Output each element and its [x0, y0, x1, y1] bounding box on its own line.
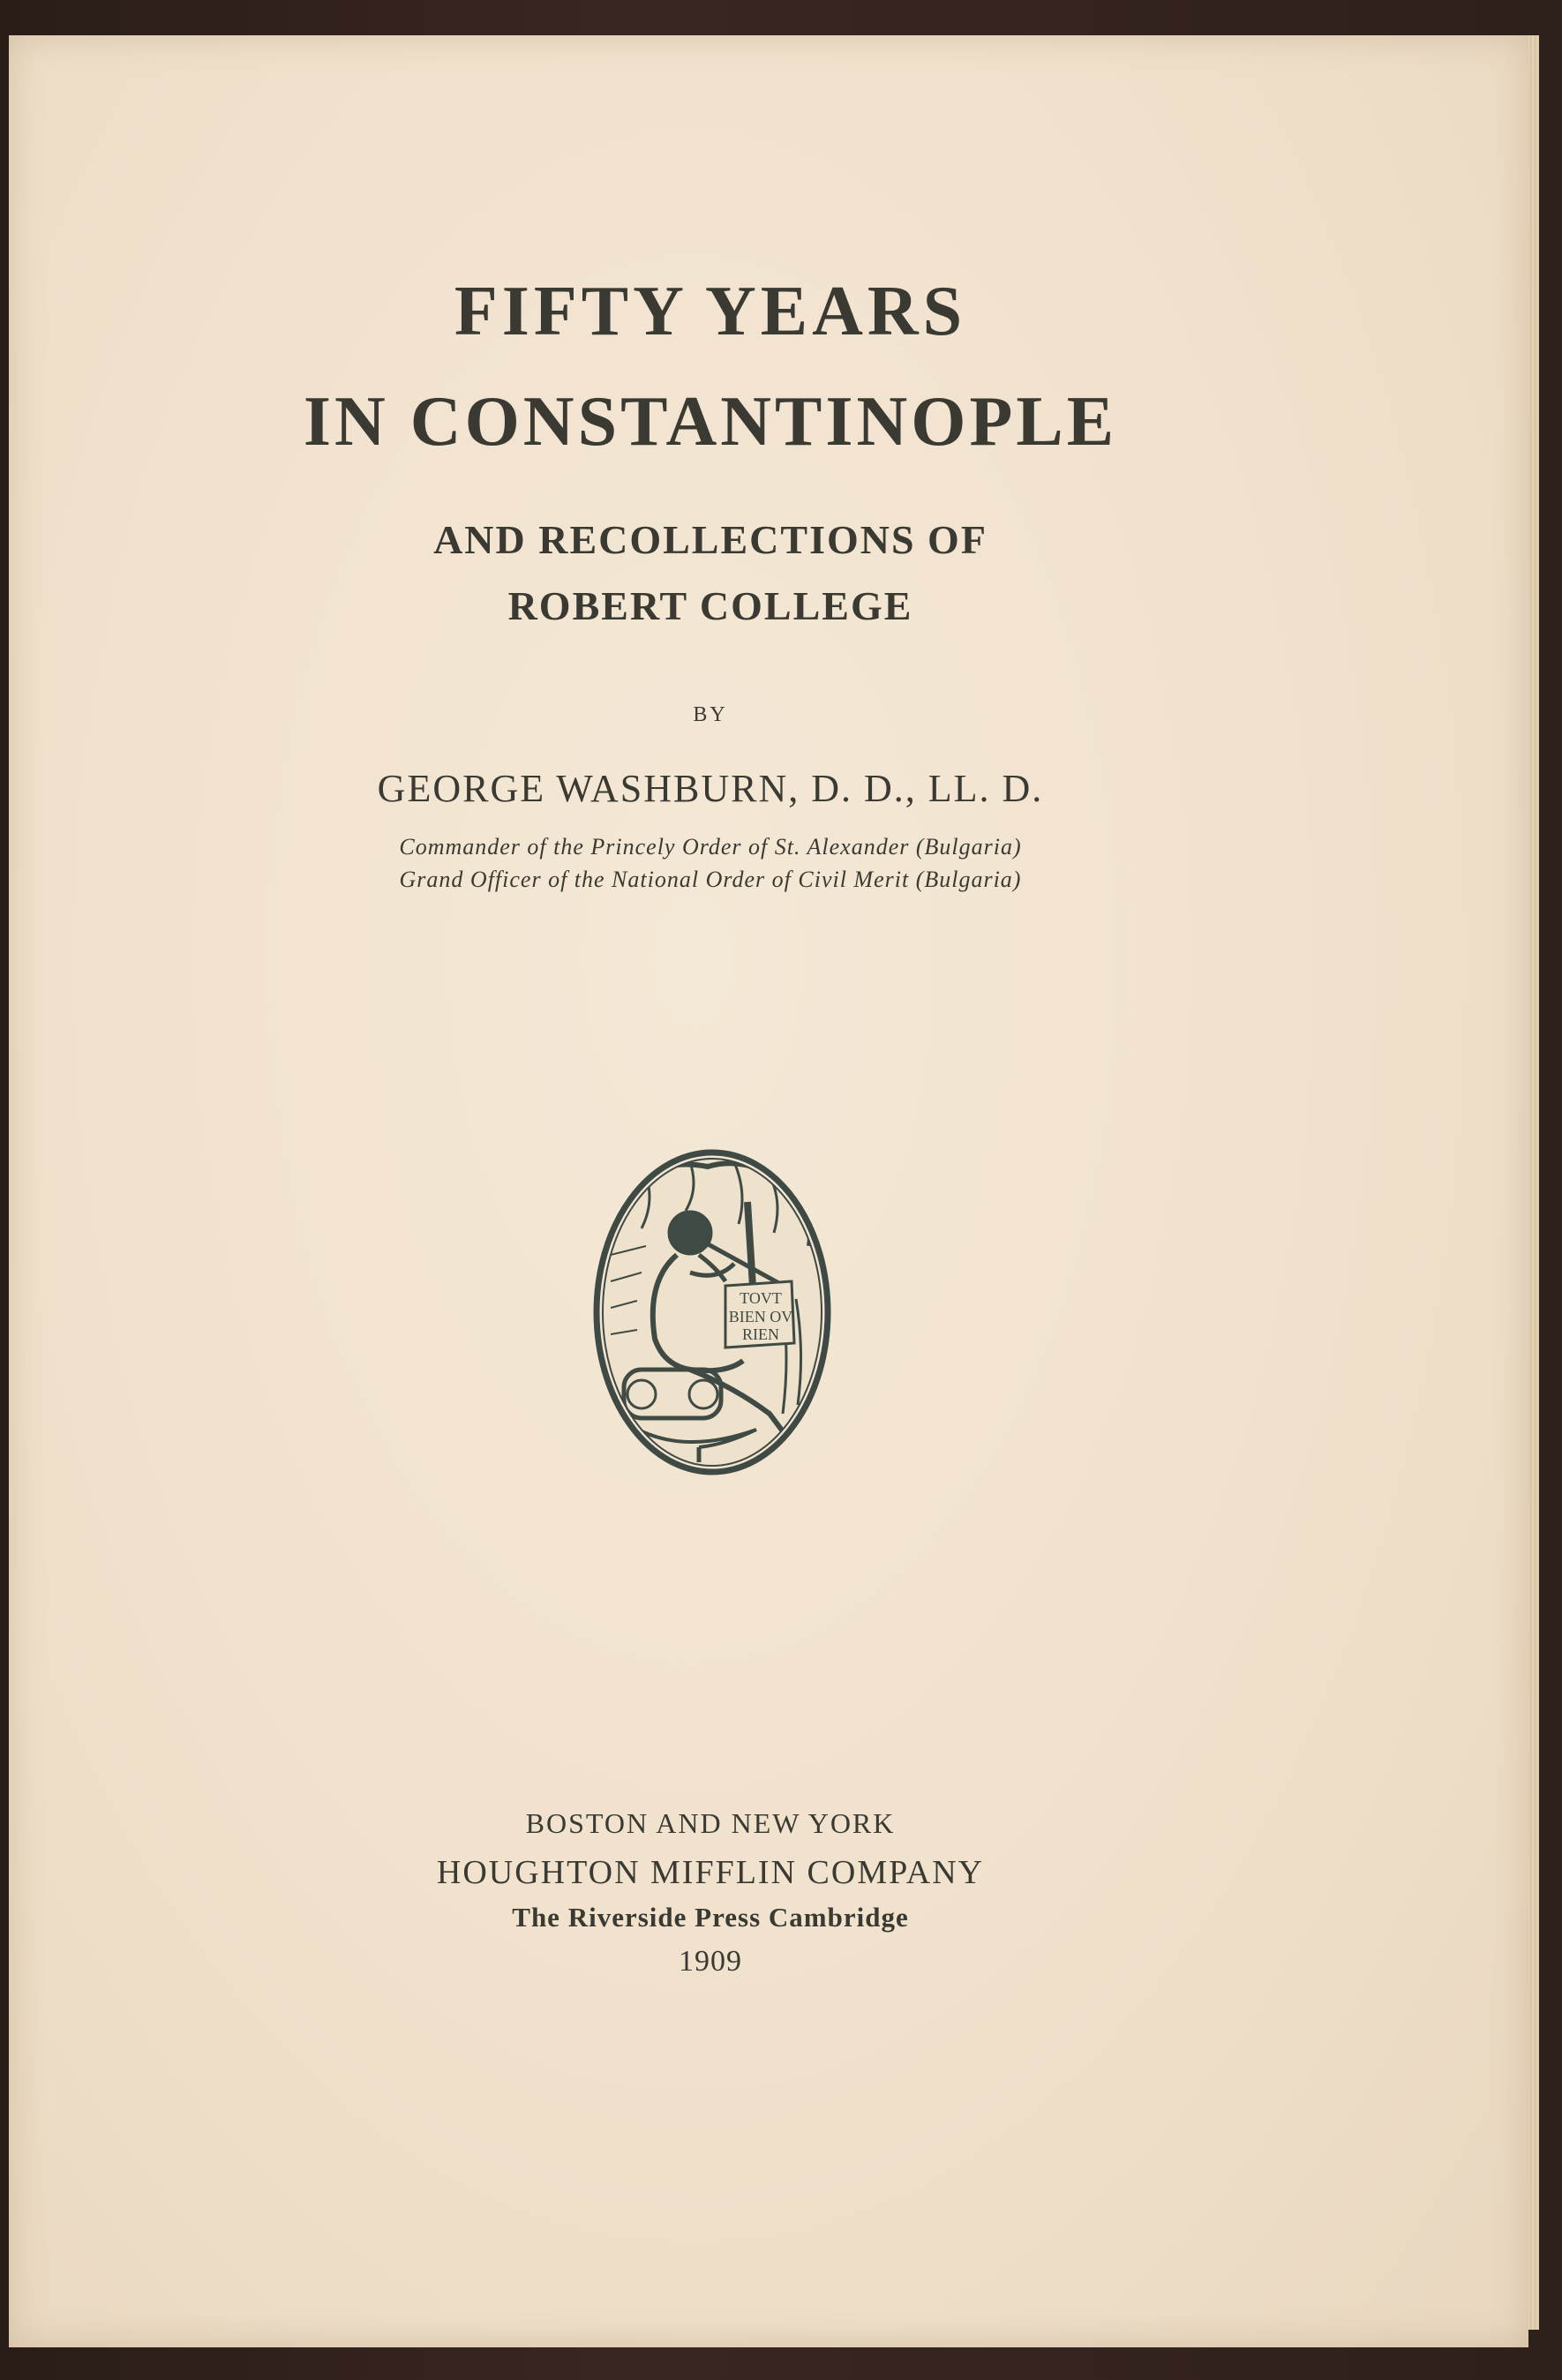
- figure-head: [669, 1212, 711, 1254]
- subtitle-line-2: ROBERT COLLEGE: [507, 583, 913, 628]
- page-edges: [1528, 35, 1539, 2330]
- subtitle-line-1: AND RECOLLECTIONS OF: [433, 517, 988, 562]
- title-line-1: FIFTY YEARS: [454, 273, 967, 350]
- title-line-2: IN CONSTANTINOPLE: [303, 383, 1118, 461]
- honor-line-2: Grand Officer of the National Order of Civil Merit (Bulgaria): [399, 867, 1022, 892]
- motto-line-1: TOVT: [740, 1289, 782, 1307]
- imprint-publisher: HOUGHTON MIFFLIN COMPANY: [436, 1854, 985, 1891]
- imprint-year: 1909: [679, 1945, 742, 1978]
- by-line: BY: [693, 703, 728, 726]
- motto-line-2: BIEN OV: [728, 1308, 793, 1325]
- printers-device-emblem: [593, 1149, 831, 1475]
- title-page: [9, 35, 1528, 2347]
- author-name: GEORGE WASHBURN, D. D., LL. D.: [377, 767, 1044, 810]
- imprint-cities: BOSTON AND NEW YORK: [525, 1807, 896, 1839]
- motto-line-3: RIEN: [742, 1325, 779, 1343]
- honor-line-1: Commander of the Princely Order of St. Alexander (Bulgaria): [399, 834, 1022, 860]
- imprint-press: The Riverside Press Cambridge: [512, 1902, 909, 1933]
